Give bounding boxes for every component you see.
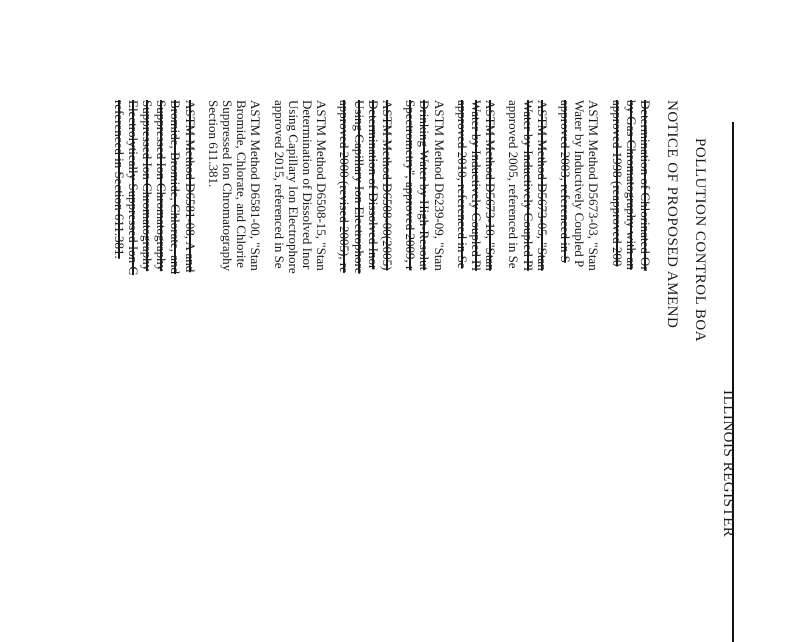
reference-line: approved 2010, referenced in Se <box>454 100 470 269</box>
reference-line: Determination of Chlorinated Or <box>638 100 653 271</box>
reference-line: Bromide, Bromide, Chlorate, and <box>168 100 184 275</box>
reference-line: ASTM Method D6581-00, "Stan <box>248 100 264 271</box>
reference-line: Spectrometry", approved 2009, r <box>403 100 419 271</box>
reference-line: Section 611.381. <box>205 100 221 188</box>
reference-line: ASTM Method D5673-05, "Stan <box>534 100 550 271</box>
reference-line: ASTM Method D6581-08, A and <box>182 100 198 273</box>
reference-line: Suppressed Ion Chromatography <box>140 100 155 272</box>
reference-line: Water by Inductively Coupled P <box>572 100 588 268</box>
reference-line: Using Capillary Ion Electrophore <box>285 100 301 274</box>
reference-line: approved 2015, referenced in Se <box>271 100 287 269</box>
header-rule <box>732 122 734 642</box>
reference-line: approved 2005, referenced in Se <box>506 100 522 269</box>
reference-line: approved 1998 (reapproved 200 <box>609 100 625 267</box>
reference-line: Electrolytically Suppressed Ion C <box>125 100 141 276</box>
reference-line: Suppressed Ion Chromatography <box>154 100 170 272</box>
reference-line: by Gas Chromatography with an <box>623 100 639 270</box>
reference-line: referenced in Section 611.381. <box>111 100 127 259</box>
reference-line: Determination of Dissolved Inor <box>300 100 315 270</box>
reference-line: ASTM Method D6239-09, "Stan <box>431 100 447 271</box>
reference-line: approved 2003, referenced in S <box>558 100 573 263</box>
document-page <box>60 100 740 620</box>
reference-line: Determination of Dissolved Inor <box>365 100 381 270</box>
reference-line: ASTM Method D6508-15, "Stan <box>314 100 330 271</box>
board-title: POLLUTION CONTROL BOA <box>692 138 708 343</box>
reference-line: Suppressed Ion Chromatography <box>220 100 235 272</box>
reference-line: ASTM Method D5673-03, "Stan <box>586 100 602 271</box>
reference-line: Water by Inductively Coupled Pl <box>520 100 536 271</box>
reference-line: Using Capillary Ion Electrophore <box>351 100 367 274</box>
register-title: ILLINOIS REGISTER <box>720 390 736 538</box>
notice-title: NOTICE OF PROPOSED AMEND <box>664 100 680 329</box>
reference-line: Bromide, Chlorate, and Chlorite <box>234 100 250 268</box>
reference-line: ASTM Method D5673-10, "Stan <box>483 100 499 271</box>
reference-line: Drinking Water by High-Resolut <box>417 100 433 271</box>
reference-line: Water by Inductively Coupled Pl <box>469 100 484 271</box>
reference-line: ASTM Method D6508-00(2005) <box>380 100 395 271</box>
reference-line: approved 2000 (revised 2005), re <box>337 100 353 273</box>
